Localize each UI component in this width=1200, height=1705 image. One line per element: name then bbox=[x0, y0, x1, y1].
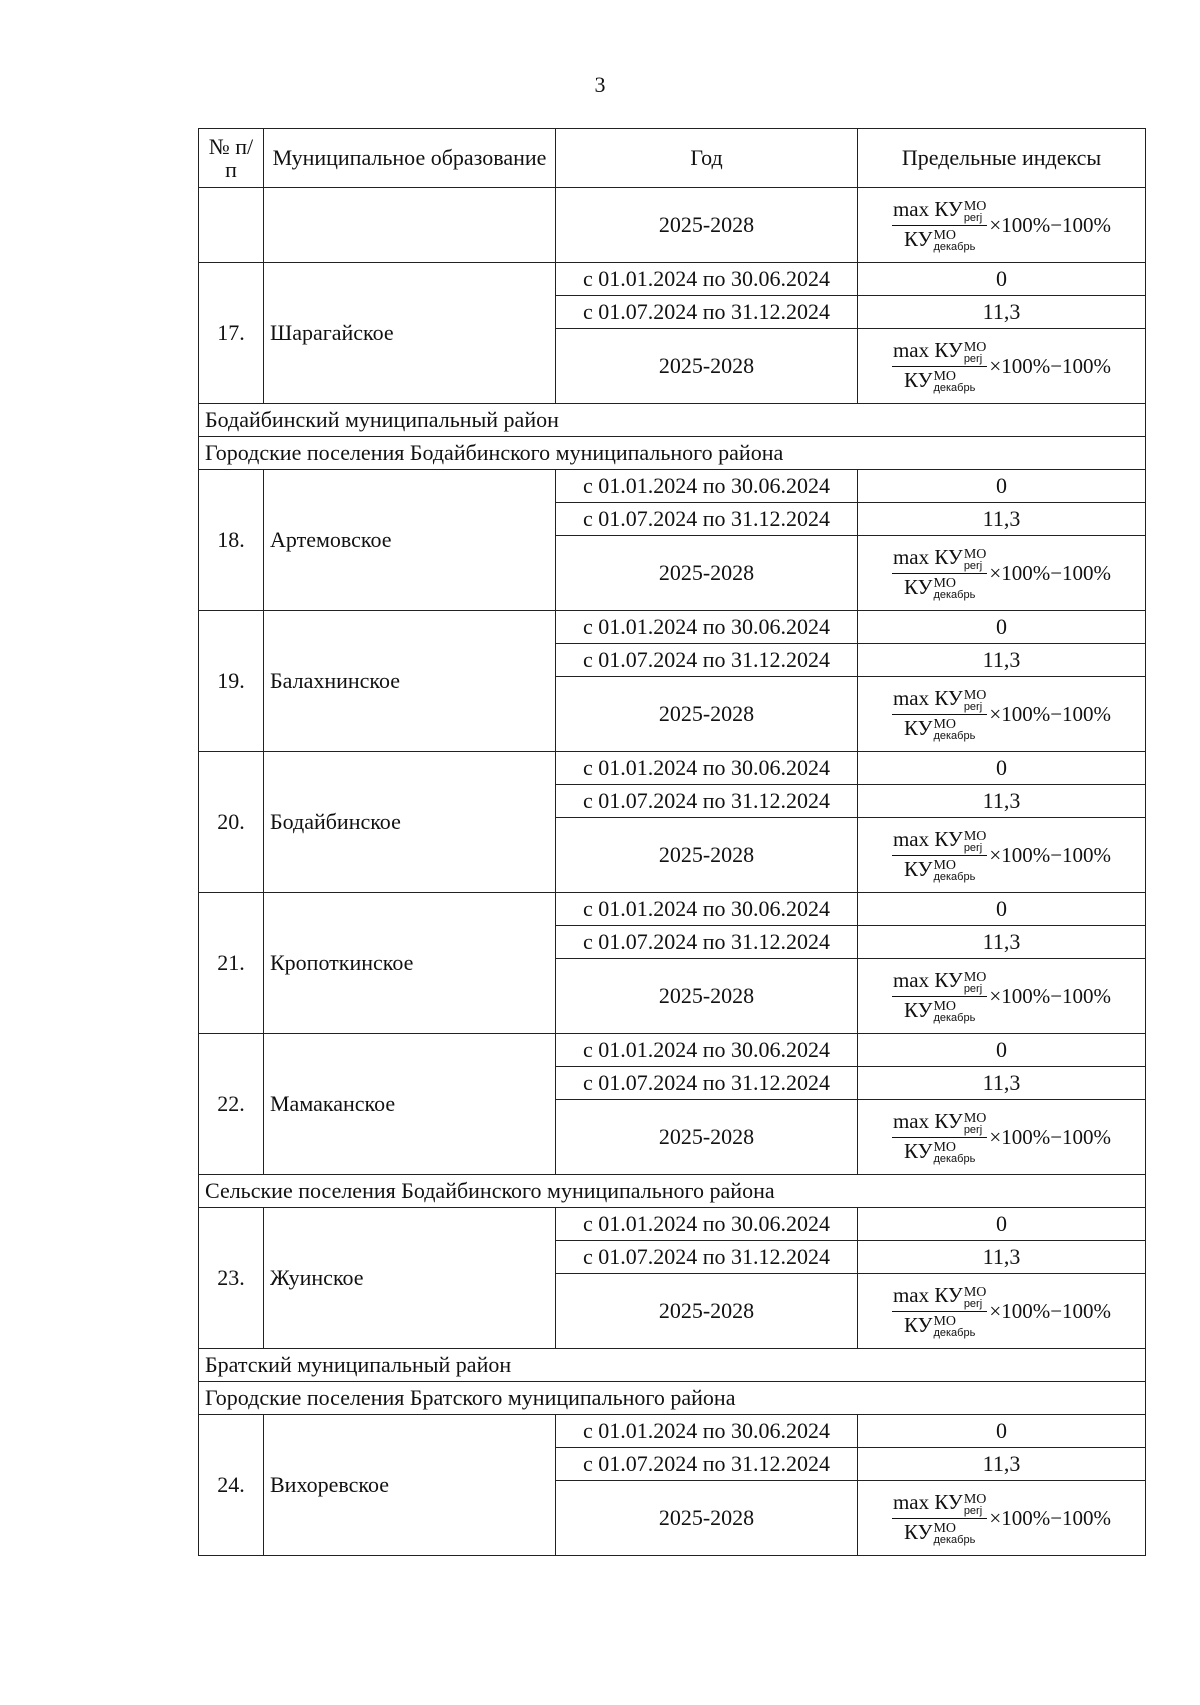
formula-sup: МО bbox=[963, 1284, 987, 1300]
formula-ku: КУ bbox=[903, 856, 933, 881]
formula-sub: perj bbox=[963, 983, 983, 996]
index-value: 11,3 bbox=[858, 785, 1146, 818]
formula-sup: МО bbox=[963, 969, 987, 985]
formula-sub: perj bbox=[963, 560, 983, 573]
index-value: 0 bbox=[858, 470, 1146, 503]
formula-max: max bbox=[892, 338, 935, 363]
formula-sup: МО bbox=[963, 546, 987, 562]
formula-tail: ×100%−100% bbox=[989, 1299, 1112, 1324]
municipality-name: Мамаканское bbox=[264, 1034, 556, 1175]
formula-tail: ×100%−100% bbox=[989, 354, 1112, 379]
entry-number: 22. bbox=[199, 1034, 264, 1175]
period-years: 2025-2028 bbox=[556, 536, 858, 611]
formula-fraction bbox=[892, 339, 987, 393]
index-formula bbox=[892, 198, 1111, 252]
formula-numerator bbox=[892, 339, 987, 366]
formula-numerator bbox=[892, 687, 987, 714]
formula-cell bbox=[858, 1481, 1146, 1556]
formula-ku: КУ bbox=[934, 1490, 963, 1515]
table-header-row bbox=[199, 129, 1146, 188]
entry-number: 21. bbox=[199, 893, 264, 1034]
page-number: 3 bbox=[594, 72, 606, 97]
formula-max: max bbox=[892, 827, 935, 852]
formula-ku: КУ bbox=[903, 715, 933, 740]
index-value: 0 bbox=[858, 1415, 1146, 1448]
formula-ku: КУ bbox=[934, 338, 963, 363]
formula-sub: декабрь bbox=[933, 1012, 976, 1025]
index-formula bbox=[892, 828, 1111, 882]
period-years: 2025-2028 bbox=[556, 959, 858, 1034]
formula-ku: КУ bbox=[934, 827, 963, 852]
group-heading: Городские поселения Братского муниципального района bbox=[199, 1382, 1146, 1415]
formula-sub: декабрь bbox=[933, 382, 976, 395]
formula-fraction bbox=[892, 828, 987, 882]
table-row bbox=[199, 263, 1146, 296]
formula-max: max bbox=[892, 1490, 935, 1515]
municipality-name: Шарагайское bbox=[264, 263, 556, 404]
formula-fraction bbox=[892, 198, 987, 252]
formula-numerator bbox=[892, 198, 987, 225]
formula-ku: КУ bbox=[934, 1283, 963, 1308]
formula-scripts bbox=[964, 1493, 987, 1517]
header-municipality: Муниципальное образование bbox=[264, 129, 556, 188]
formula-scripts bbox=[933, 577, 975, 601]
formula-sub: perj bbox=[963, 701, 983, 714]
formula-scripts bbox=[964, 341, 987, 365]
table-row bbox=[199, 470, 1146, 503]
formula-sup: МО bbox=[933, 998, 957, 1014]
index-value: 11,3 bbox=[858, 1448, 1146, 1481]
formula-scripts bbox=[933, 718, 975, 742]
formula-numerator bbox=[892, 969, 987, 996]
formula-scripts bbox=[933, 370, 975, 394]
formula-scripts bbox=[933, 1315, 975, 1339]
period-years: 2025-2028 bbox=[556, 1274, 858, 1349]
carry-over-name bbox=[264, 188, 556, 263]
carry-over-row bbox=[199, 188, 1146, 263]
period-years: 2025-2028 bbox=[556, 329, 858, 404]
period-label: с 01.07.2024 по 31.12.2024 bbox=[556, 503, 858, 536]
index-value: 0 bbox=[858, 1208, 1146, 1241]
index-formula bbox=[892, 1491, 1111, 1545]
formula-ku: КУ bbox=[934, 968, 963, 993]
formula-numerator bbox=[892, 1491, 987, 1518]
table-row bbox=[199, 752, 1146, 785]
table-row bbox=[199, 611, 1146, 644]
formula-max: max bbox=[892, 1109, 935, 1134]
formula-sub: perj bbox=[963, 1505, 983, 1518]
entry-number: 24. bbox=[199, 1415, 264, 1556]
formula-denominator bbox=[904, 367, 975, 394]
formula-sub: perj bbox=[963, 842, 983, 855]
district-row bbox=[199, 404, 1146, 437]
period-label: с 01.07.2024 по 31.12.2024 bbox=[556, 785, 858, 818]
formula-sup: МО bbox=[963, 339, 987, 355]
formula-denominator bbox=[904, 226, 975, 253]
formula-sup: МО bbox=[933, 1313, 957, 1329]
formula-scripts bbox=[964, 1112, 987, 1136]
formula-numerator bbox=[892, 1284, 987, 1311]
formula-cell bbox=[858, 1274, 1146, 1349]
entry-number: 23. bbox=[199, 1208, 264, 1349]
formula-sup: МО bbox=[963, 1110, 987, 1126]
formula-denominator bbox=[904, 715, 975, 742]
formula-sup: МО bbox=[963, 687, 987, 703]
index-formula bbox=[892, 339, 1111, 393]
index-formula bbox=[892, 546, 1111, 600]
formula-sub: perj bbox=[963, 212, 983, 225]
index-value: 11,3 bbox=[858, 1241, 1146, 1274]
district-heading: Братский муниципальный район bbox=[199, 1349, 1146, 1382]
formula-denominator bbox=[904, 1519, 975, 1546]
formula-ku: КУ bbox=[934, 686, 963, 711]
group-row bbox=[199, 437, 1146, 470]
formula-sub: perj bbox=[963, 353, 983, 366]
formula-numerator bbox=[892, 828, 987, 855]
period-label: с 01.07.2024 по 31.12.2024 bbox=[556, 1067, 858, 1100]
formula-numerator bbox=[892, 1110, 987, 1137]
formula-max: max bbox=[892, 1283, 935, 1308]
group-row bbox=[199, 1382, 1146, 1415]
header-year: Год bbox=[556, 129, 858, 188]
index-formula bbox=[892, 1110, 1111, 1164]
formula-fraction bbox=[892, 1284, 987, 1338]
period-label: с 01.01.2024 по 30.06.2024 bbox=[556, 1208, 858, 1241]
formula-sub: декабрь bbox=[933, 1534, 976, 1547]
table-row bbox=[199, 1415, 1146, 1448]
carry-over-year: 2025-2028 bbox=[556, 188, 858, 263]
formula-cell bbox=[858, 677, 1146, 752]
formula-fraction bbox=[892, 1110, 987, 1164]
formula-sub: декабрь bbox=[933, 730, 976, 743]
period-label: с 01.07.2024 по 31.12.2024 bbox=[556, 926, 858, 959]
table-row bbox=[199, 1208, 1146, 1241]
formula-sub: декабрь bbox=[933, 241, 976, 254]
period-label: с 01.07.2024 по 31.12.2024 bbox=[556, 1241, 858, 1274]
formula-scripts bbox=[964, 830, 987, 854]
formula-sup: МО bbox=[933, 1139, 957, 1155]
formula-ku: КУ bbox=[903, 1519, 933, 1544]
formula-scripts bbox=[933, 1141, 975, 1165]
index-formula bbox=[892, 1284, 1111, 1338]
period-label: с 01.01.2024 по 30.06.2024 bbox=[556, 893, 858, 926]
formula-ku: КУ bbox=[903, 574, 933, 599]
index-value: 0 bbox=[858, 611, 1146, 644]
index-value: 11,3 bbox=[858, 296, 1146, 329]
formula-ku: КУ bbox=[903, 1138, 933, 1163]
group-heading: Сельские поселения Бодайбинского муниципального района bbox=[199, 1175, 1146, 1208]
index-value: 11,3 bbox=[858, 503, 1146, 536]
formula-max: max bbox=[892, 968, 935, 993]
period-label: с 01.01.2024 по 30.06.2024 bbox=[556, 752, 858, 785]
formula-max: max bbox=[892, 197, 935, 222]
municipality-name: Балахнинское bbox=[264, 611, 556, 752]
period-label: с 01.07.2024 по 31.12.2024 bbox=[556, 1448, 858, 1481]
formula-ku: КУ bbox=[903, 1312, 933, 1337]
period-years: 2025-2028 bbox=[556, 818, 858, 893]
formula-scripts bbox=[964, 971, 987, 995]
index-value: 0 bbox=[858, 752, 1146, 785]
formula-sub: perj bbox=[963, 1124, 983, 1137]
formula-ku: КУ bbox=[903, 367, 933, 392]
formula-cell bbox=[858, 1100, 1146, 1175]
formula-ku: КУ bbox=[934, 545, 963, 570]
index-formula bbox=[892, 687, 1111, 741]
formula-fraction bbox=[892, 1491, 987, 1545]
formula-ku: КУ bbox=[934, 197, 963, 222]
table-row bbox=[199, 893, 1146, 926]
district-row bbox=[199, 1349, 1146, 1382]
table-body bbox=[199, 188, 1146, 1556]
limit-indices-table bbox=[198, 128, 1146, 1556]
municipality-name: Артемовское bbox=[264, 470, 556, 611]
formula-scripts bbox=[933, 1000, 975, 1024]
formula-ku: КУ bbox=[934, 1109, 963, 1134]
formula-sup: МО bbox=[963, 198, 987, 214]
formula-fraction bbox=[892, 687, 987, 741]
index-value: 0 bbox=[858, 263, 1146, 296]
index-formula bbox=[892, 969, 1111, 1023]
municipality-name: Бодайбинское bbox=[264, 752, 556, 893]
period-label: с 01.01.2024 по 30.06.2024 bbox=[556, 611, 858, 644]
formula-tail: ×100%−100% bbox=[989, 702, 1112, 727]
period-years: 2025-2028 bbox=[556, 677, 858, 752]
formula-sup: МО bbox=[963, 1491, 987, 1507]
entry-number: 18. bbox=[199, 470, 264, 611]
formula-sup: МО bbox=[933, 227, 957, 243]
municipality-name: Вихоревское bbox=[264, 1415, 556, 1556]
formula-max: max bbox=[892, 545, 935, 570]
formula-denominator bbox=[904, 997, 975, 1024]
index-value: 11,3 bbox=[858, 644, 1146, 677]
formula-sup: МО bbox=[933, 857, 957, 873]
formula-sup: МО bbox=[933, 716, 957, 732]
formula-tail: ×100%−100% bbox=[989, 213, 1112, 238]
formula-tail: ×100%−100% bbox=[989, 843, 1112, 868]
formula-numerator bbox=[892, 546, 987, 573]
formula-scripts bbox=[933, 859, 975, 883]
formula-sub: декабрь bbox=[933, 589, 976, 602]
period-label: с 01.01.2024 по 30.06.2024 bbox=[556, 1034, 858, 1067]
formula-scripts bbox=[933, 229, 975, 253]
index-value: 0 bbox=[858, 1034, 1146, 1067]
municipality-name: Кропоткинское bbox=[264, 893, 556, 1034]
formula-cell bbox=[858, 959, 1146, 1034]
formula-denominator bbox=[904, 856, 975, 883]
formula-tail: ×100%−100% bbox=[989, 1506, 1112, 1531]
district-heading: Бодайбинский муниципальный район bbox=[199, 404, 1146, 437]
period-label: с 01.01.2024 по 30.06.2024 bbox=[556, 1415, 858, 1448]
period-label: с 01.01.2024 по 30.06.2024 bbox=[556, 470, 858, 503]
formula-ku: КУ bbox=[903, 226, 933, 251]
period-label: с 01.01.2024 по 30.06.2024 bbox=[556, 263, 858, 296]
municipality-name: Жуинское bbox=[264, 1208, 556, 1349]
formula-tail: ×100%−100% bbox=[989, 1125, 1112, 1150]
group-heading: Городские поселения Бодайбинского муниципального района bbox=[199, 437, 1146, 470]
index-value: 11,3 bbox=[858, 1067, 1146, 1100]
formula-fraction bbox=[892, 546, 987, 600]
index-value: 11,3 bbox=[858, 926, 1146, 959]
period-label: с 01.07.2024 по 31.12.2024 bbox=[556, 296, 858, 329]
formula-sub: декабрь bbox=[933, 1327, 976, 1340]
formula-cell bbox=[858, 818, 1146, 893]
formula-cell bbox=[858, 536, 1146, 611]
formula-scripts bbox=[964, 200, 987, 224]
formula-scripts bbox=[964, 548, 987, 572]
formula-sub: декабрь bbox=[933, 1153, 976, 1166]
formula-scripts bbox=[964, 1286, 987, 1310]
formula-ku: КУ bbox=[903, 997, 933, 1022]
index-value: 0 bbox=[858, 893, 1146, 926]
formula-tail: ×100%−100% bbox=[989, 561, 1112, 586]
formula-tail: ×100%−100% bbox=[989, 984, 1112, 1009]
table-row bbox=[199, 1034, 1146, 1067]
formula-scripts bbox=[964, 689, 987, 713]
formula-sub: perj bbox=[963, 1298, 983, 1311]
formula-sup: МО bbox=[933, 1520, 957, 1536]
formula-max: max bbox=[892, 686, 935, 711]
group-row bbox=[199, 1175, 1146, 1208]
entry-number: 19. bbox=[199, 611, 264, 752]
formula-sup: МО bbox=[933, 575, 957, 591]
period-label: с 01.07.2024 по 31.12.2024 bbox=[556, 644, 858, 677]
header-indices: Предельные индексы bbox=[858, 129, 1146, 188]
formula-sub: декабрь bbox=[933, 871, 976, 884]
period-years: 2025-2028 bbox=[556, 1100, 858, 1175]
carry-over-formula bbox=[858, 188, 1146, 263]
formula-fraction bbox=[892, 969, 987, 1023]
entry-number: 20. bbox=[199, 752, 264, 893]
entry-number: 17. bbox=[199, 263, 264, 404]
formula-sup: МО bbox=[933, 368, 957, 384]
period-years: 2025-2028 bbox=[556, 1481, 858, 1556]
formula-scripts bbox=[933, 1522, 975, 1546]
formula-denominator bbox=[904, 1312, 975, 1339]
formula-sup: МО bbox=[963, 828, 987, 844]
formula-denominator bbox=[904, 574, 975, 601]
header-num: № п/п bbox=[199, 129, 264, 188]
carry-over-num bbox=[199, 188, 264, 263]
formula-cell bbox=[858, 329, 1146, 404]
formula-denominator bbox=[904, 1138, 975, 1165]
